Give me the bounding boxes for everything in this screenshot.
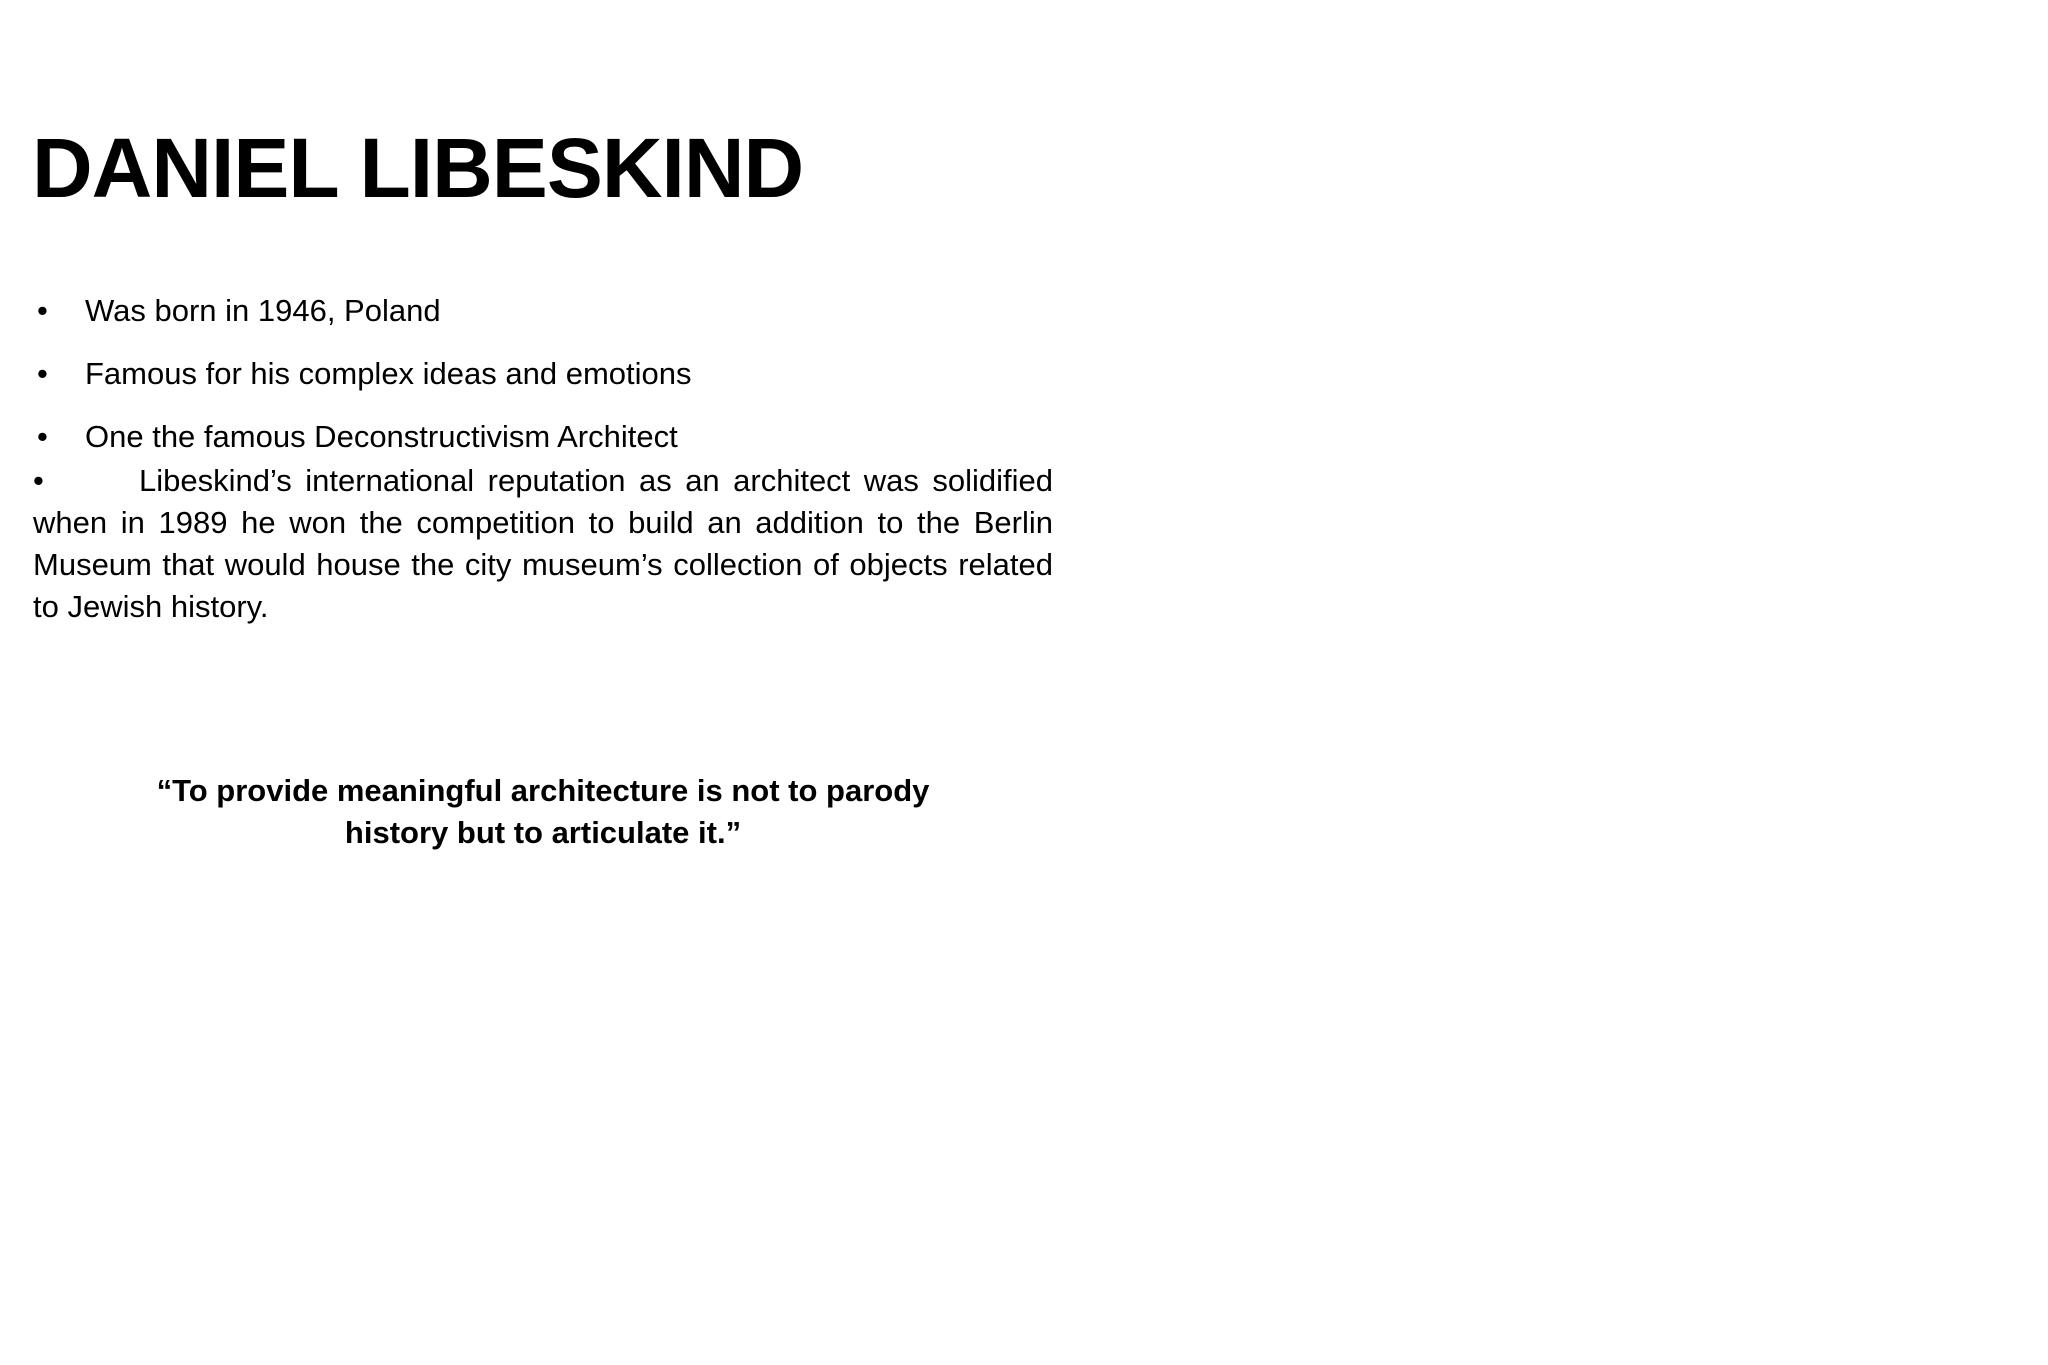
bullet-dot: • (33, 463, 44, 498)
quote-line-1: “To provide meaningful architecture is not to parody (156, 773, 930, 808)
slide-title: DANIEL LIBESKIND (32, 121, 804, 215)
bullet-item (33, 416, 1053, 458)
bullet-dot: • (37, 419, 48, 454)
quote-line-2: history but to articulate it.” (344, 815, 742, 850)
paragraph-text: Libeskind’s international reputation as an architect was solidified when in 1989 he won the competition to build an addition to the Berlin Museum that would house the city museum’s collection of objects related to Jewish history. (33, 463, 1053, 624)
bullet-item (33, 353, 1053, 395)
bullet-list (33, 290, 1053, 458)
bullet-text: One the famous Deconstructivism Architect (85, 419, 678, 454)
bullet-text: Was born in 1946, Poland (85, 293, 441, 328)
bullet-dot: • (37, 293, 48, 328)
bullet-item (33, 290, 1053, 332)
quote (33, 770, 1053, 854)
reputation-paragraph (33, 460, 1053, 628)
bullet-dot: • (37, 356, 48, 391)
bullet-text: Famous for his complex ideas and emotions (85, 356, 692, 391)
